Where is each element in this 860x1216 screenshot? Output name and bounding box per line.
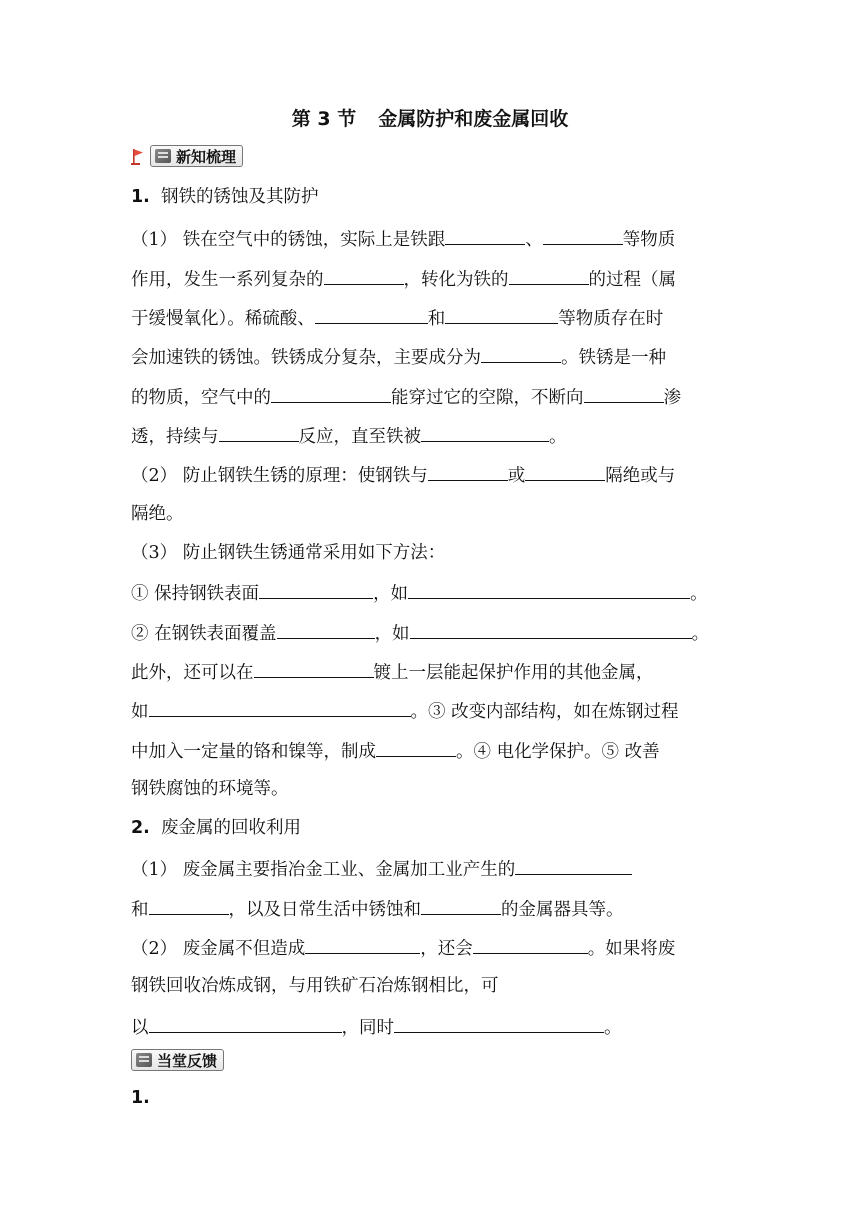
- text-segment: 钢铁的锈蚀及其防护: [160, 187, 319, 207]
- text-line: [131, 935, 675, 961]
- text-segment: ，转化为铁的: [403, 270, 509, 290]
- text-line: [131, 266, 676, 292]
- text-segment: 会加速铁的锈蚀。铁锈成分复杂，主要成分为: [131, 348, 481, 368]
- text-line: [131, 580, 708, 606]
- text-segment: 新知梳理: [176, 147, 237, 166]
- text-line: [131, 659, 654, 685]
- blank[interactable]: [445, 305, 558, 324]
- text-segment: 反应，直至铁被: [298, 427, 421, 447]
- text-line: [131, 974, 499, 998]
- blank[interactable]: [277, 620, 375, 639]
- text-segment: 当堂反馈: [157, 1051, 218, 1070]
- text-segment: 2.: [131, 818, 150, 838]
- text-segment: 废金属的回收利用: [160, 818, 301, 838]
- blank[interactable]: [410, 620, 692, 639]
- section-1-heading: [131, 185, 318, 209]
- text-segment: ，如: [374, 624, 410, 644]
- text-segment: 1.: [131, 187, 150, 207]
- text-segment: 和: [427, 309, 446, 329]
- text-line: [131, 777, 289, 801]
- text-segment: 钢铁回收冶炼成钢，与用铁矿石冶炼钢相比，可: [131, 976, 499, 996]
- text-segment: （2） 废金属不但造成: [131, 939, 306, 959]
- text-segment: 隔绝或与: [605, 466, 676, 486]
- text-line: [131, 738, 660, 764]
- feedback-badge: [131, 1049, 224, 1071]
- text-segment: 1.: [131, 1088, 150, 1108]
- page-title: [0, 104, 860, 131]
- blank[interactable]: [149, 896, 229, 915]
- text-segment: 等物质存在时: [558, 309, 664, 329]
- blank[interactable]: [408, 580, 690, 599]
- text-segment: 渗: [663, 388, 681, 408]
- text-line: [131, 344, 666, 370]
- text-segment: 。: [690, 584, 708, 604]
- blank[interactable]: [543, 226, 623, 245]
- text-segment: 如: [131, 702, 149, 722]
- blank[interactable]: [219, 423, 299, 442]
- text-segment: 和: [131, 900, 149, 920]
- text-segment: ，同时: [341, 1018, 394, 1038]
- blank[interactable]: [428, 462, 508, 481]
- blank[interactable]: [515, 856, 632, 875]
- text-segment: ② 在钢铁表面覆盖: [131, 624, 277, 644]
- text-segment: 。: [691, 624, 710, 644]
- blank[interactable]: [584, 384, 664, 403]
- text-segment: 镀上一层能起保护作用的其他金属，: [373, 663, 654, 683]
- text-line: [131, 226, 675, 252]
- text-segment: 等物质: [622, 230, 676, 250]
- text-segment: 能穿过它的空隙，不断向: [391, 388, 584, 408]
- text-segment: 此外，还可以在: [131, 663, 254, 683]
- text-segment: （1） 废金属主要指冶金工业、金属加工业产生的: [131, 860, 516, 880]
- pencil-note-icon: [136, 1053, 152, 1067]
- text-segment: 。③ 改变内部结构，如在炼钢过程: [410, 702, 679, 722]
- text-line: [131, 305, 663, 331]
- text-segment: 中加入一定量的铬和镍等，制成: [131, 742, 376, 762]
- feedback-question-1: [131, 1086, 150, 1110]
- text-segment: ① 保持钢铁表面: [131, 584, 260, 604]
- text-line: [131, 896, 624, 922]
- blank[interactable]: [324, 266, 404, 285]
- text-segment: 。: [549, 427, 567, 447]
- text-segment: ，以及日常生活中锈蚀和: [228, 900, 421, 920]
- text-segment: 第 3 节: [291, 108, 357, 130]
- blank[interactable]: [259, 580, 373, 599]
- text-line: [131, 698, 679, 724]
- blank[interactable]: [271, 384, 391, 403]
- text-segment: 。如果将废: [587, 939, 676, 959]
- blank[interactable]: [421, 896, 501, 915]
- blank[interactable]: [254, 659, 374, 678]
- text-segment: （3） 防止钢铁生锈通常采用如下方法：: [131, 543, 446, 563]
- blank[interactable]: [149, 698, 411, 717]
- blank[interactable]: [376, 738, 456, 757]
- text-segment: 。铁锈是一种: [561, 348, 666, 368]
- text-segment: 的物质，空气中的: [131, 388, 271, 408]
- text-segment: 的金属器具等。: [501, 900, 624, 920]
- text-segment: 作用，发生一系列复杂的: [131, 270, 324, 290]
- text-segment: 钢铁腐蚀的环境等。: [131, 779, 289, 799]
- text-segment: 或: [507, 466, 526, 486]
- text-segment: 。: [604, 1018, 622, 1038]
- new-knowledge-badge: [150, 145, 243, 167]
- text-line: [131, 620, 709, 646]
- blank[interactable]: [149, 1014, 342, 1033]
- text-segment: 、: [525, 230, 543, 250]
- text-segment: 于缓慢氧化）。稀硫酸、: [131, 309, 315, 329]
- text-segment: 透，持续与: [131, 427, 219, 447]
- text-segment: 隔绝。: [131, 504, 184, 524]
- text-segment: （2） 防止钢铁生锈的原理：使钢铁与: [131, 466, 428, 486]
- text-line: [131, 462, 675, 488]
- text-segment: 金属防护和废金属回收: [378, 108, 569, 130]
- text-segment: ，如: [373, 584, 409, 604]
- blank[interactable]: [421, 423, 549, 442]
- blank[interactable]: [394, 1014, 604, 1033]
- section-2-heading: [131, 816, 301, 840]
- text-segment: ，还会: [420, 939, 473, 959]
- blank[interactable]: [481, 344, 561, 363]
- text-segment: （1） 铁在空气中的锈蚀，实际上是铁跟: [131, 230, 446, 250]
- blank[interactable]: [305, 935, 420, 954]
- text-line: [131, 423, 567, 449]
- text-segment: 的过程（属: [588, 270, 676, 290]
- flag-icon: [131, 148, 145, 166]
- text-segment: 。④ 电化学保护。⑤ 改善: [456, 742, 660, 762]
- text-line: [131, 502, 184, 526]
- blank[interactable]: [445, 226, 525, 245]
- notebook-icon: [155, 149, 171, 163]
- text-line: [131, 856, 632, 882]
- blank[interactable]: [509, 266, 589, 285]
- text-line: [131, 1014, 622, 1040]
- blank[interactable]: [473, 935, 588, 954]
- text-line: [131, 541, 445, 565]
- text-segment: 以: [131, 1018, 149, 1038]
- blank[interactable]: [525, 462, 605, 481]
- blank[interactable]: [315, 305, 428, 324]
- text-line: [131, 384, 681, 410]
